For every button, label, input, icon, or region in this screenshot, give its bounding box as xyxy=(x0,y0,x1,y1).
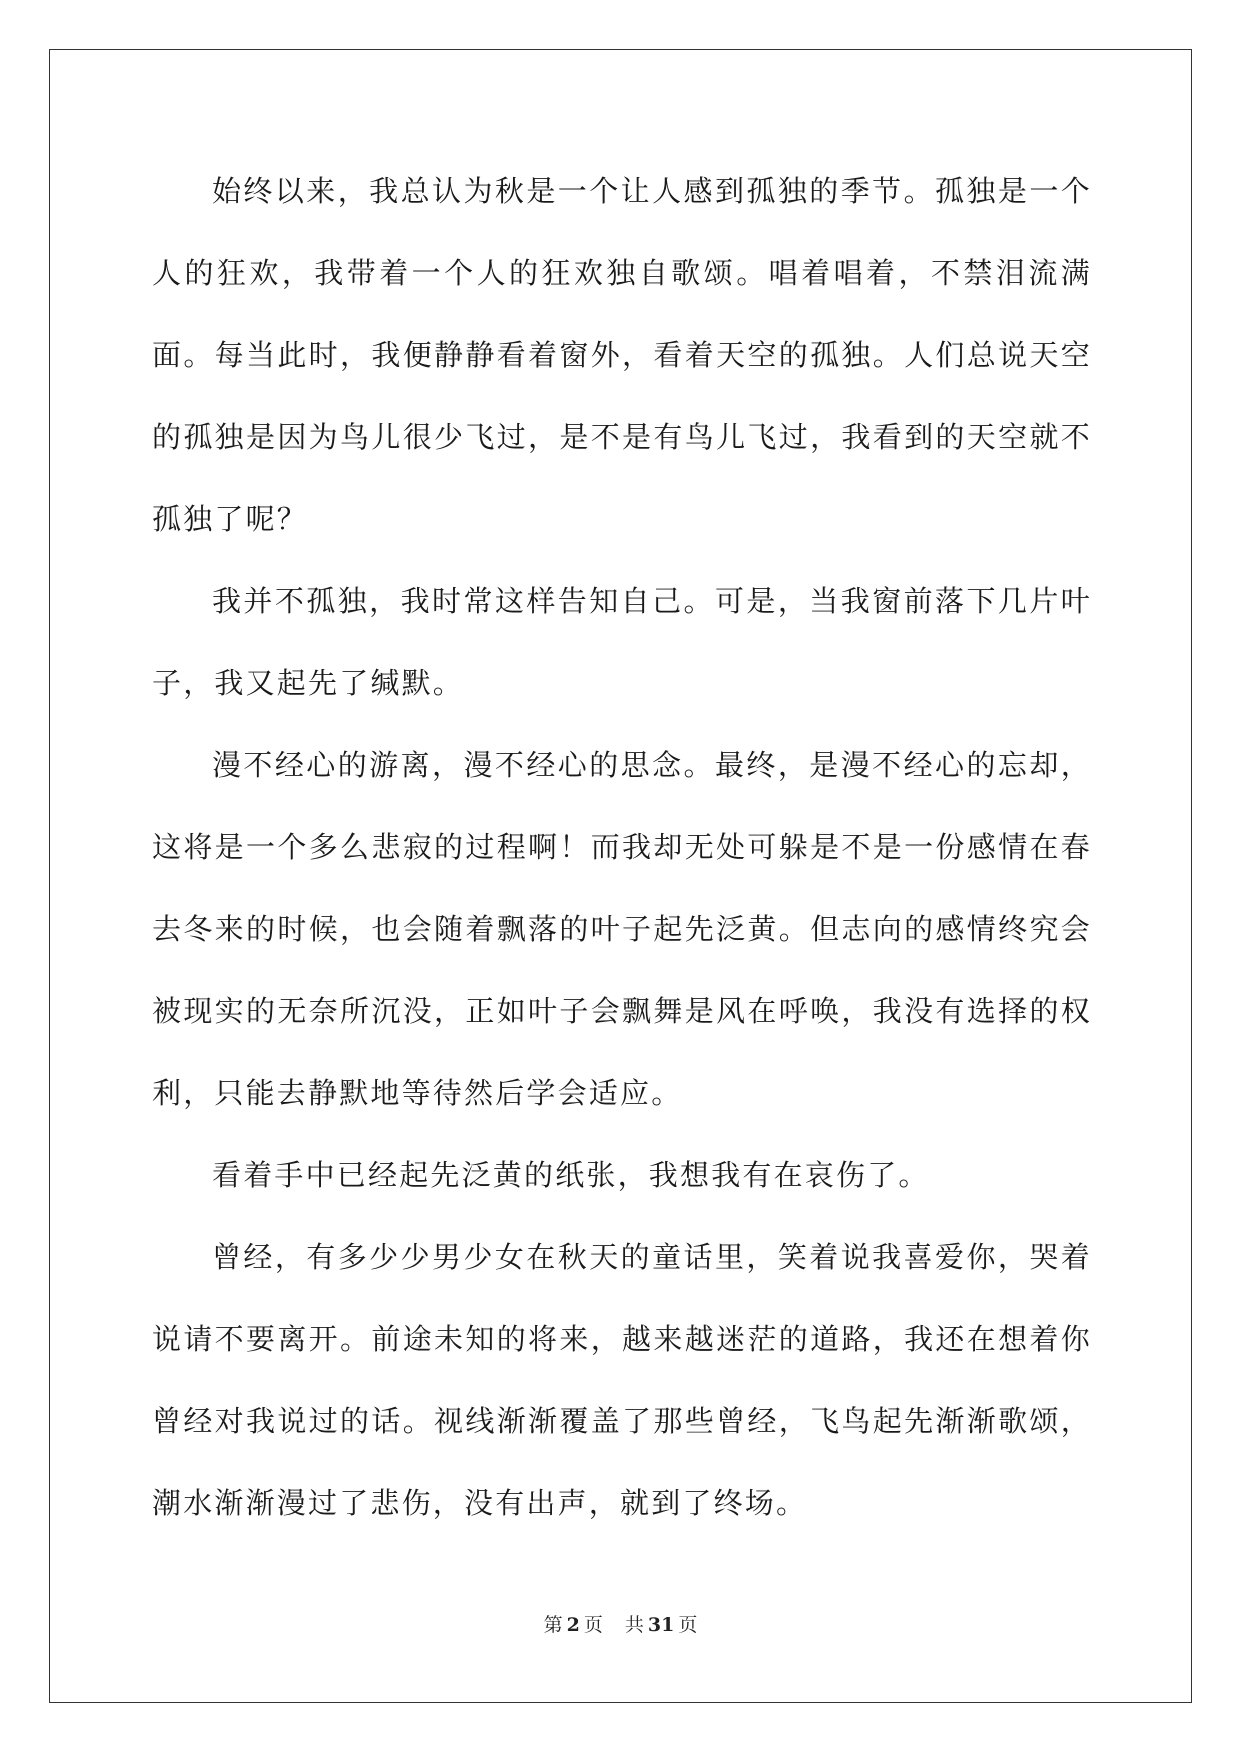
page-suffix: 页 xyxy=(583,1614,603,1636)
paragraph-4: 看着手中已经起先泛黄的纸张，我想我有在哀伤了。 xyxy=(212,1158,930,1192)
paragraph-2: 我并不孤独，我时常这样告知自己。可是，当我窗前落下几片叶子，我又起先了缄默。 xyxy=(152,584,1092,700)
paragraph-1: 始终以来，我总认为秋是一个让人感到孤独的季节。孤独是一个人的狂欢，我带着一个人的狂欢独自歌颂。唱着唱着，不禁泪流满面。每当此时，我便静静看着窗外，看着天空的孤独。人们总说天空的孤独是因为鸟儿很少飞过，是不是有鸟儿飞过，我看到的天空就不孤独了呢？ xyxy=(152,174,1092,536)
total-prefix: 共 xyxy=(624,1614,644,1636)
paragraph-3: 漫不经心的游离，漫不经心的思念。最终，是漫不经心的忘却，这将是一个多么悲寂的过程啊！而我却无处可躲是不是一份感情在春去冬来的时候，也会随着飘落的叶子起先泛黄。但志向的感情终究会被现实的无奈所沉没，正如叶子会飘舞是风在呼唤，我没有选择的权利，只能去静默地等待然后学会适应。 xyxy=(152,748,1092,1110)
document-body xyxy=(152,150,1092,1544)
page-footer xyxy=(0,1610,1241,1637)
total-suffix: 页 xyxy=(678,1614,698,1636)
current-page-number: 2 xyxy=(566,1614,580,1636)
paragraph-5: 曾经，有多少少男少女在秋天的童话里，笑着说我喜爱你，哭着说请不要离开。前途未知的将来，越来越迷茫的道路，我还在想着你曾经对我说过的话。视线渐渐覆盖了那些曾经，飞鸟起先渐渐歌颂，潮水渐渐漫过了悲伤，没有出声，就到了终场。 xyxy=(152,1240,1092,1520)
page-prefix: 第 xyxy=(543,1614,563,1636)
total-page-count: 31 xyxy=(647,1614,675,1636)
